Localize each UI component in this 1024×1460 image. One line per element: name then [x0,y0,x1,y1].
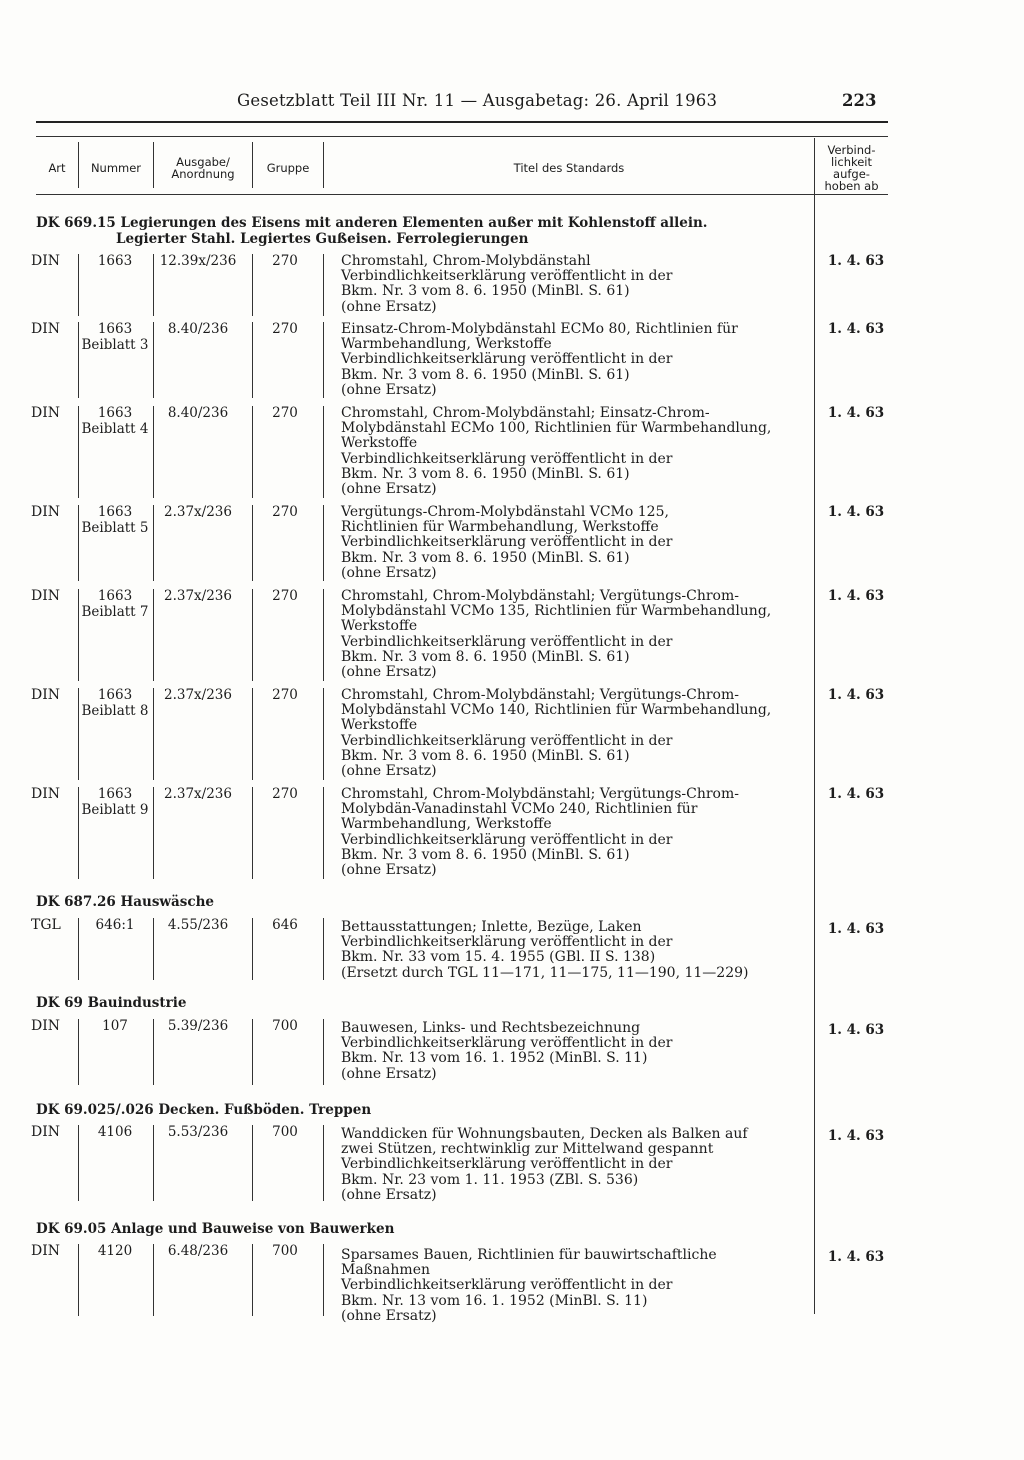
col-head-ausgabe [154,142,252,194]
entry-art: DIN [31,786,61,802]
entry-title-line: Verbindlichkeitserklärung veröffentlicht in der [341,1277,673,1294]
entry-title [341,505,811,581]
entry-gruppe: 700 [272,1243,298,1259]
entry-title-line: Vergütungs-Chrom-Molybdänstahl VCMo 125, [341,504,669,520]
entry-gruppe: 270 [272,504,298,520]
col-head-verbindlichkeit-line: hoben ab [824,179,879,193]
entry-title-line: Verbindlichkeitserklärung veröffentlicht in der [341,633,673,650]
entry-title-line: Verbindlichkeitserklärung veröffentlicht in der [341,450,673,467]
entry-nummer [78,787,152,818]
section-title [36,894,214,910]
entry-title-line: Bkm. Nr. 13 vom 16. 1. 1952 (MinBl. S. 11) [341,1050,648,1067]
entry-title-line: Bkm. Nr. 3 vom 8. 6. 1950 (MinBl. S. 61) [341,648,630,665]
section-title-line: Legierter Stahl. Legiertes Gußeisen. Ferrolegierungen [116,231,529,247]
entry-title-line: (ohne Ersatz) [341,763,437,780]
entry-gruppe: 700 [272,1018,298,1034]
entry-title [341,1021,811,1082]
column-divider [323,918,324,980]
entry-title-line: Molybdänstahl VCMo 135, Richtlinien für Warmbehandlung, [341,603,772,620]
col-head-nummer: Nummer [90,161,142,175]
entry-title-line: Verbindlichkeitserklärung veröffentlicht in der [341,534,673,551]
entry-title-line: Bkm. Nr. 3 vom 8. 6. 1950 (MinBl. S. 61) [341,465,630,482]
entry-title-line: Verbindlichkeitserklärung veröffentlicht in der [341,1156,673,1173]
entry-verbindlichkeit-date: 1. 4. 63 [827,1128,885,1144]
entry-title [341,322,811,398]
entry-title-line: (ohne Ersatz) [341,1186,437,1203]
entry-ausgabe: 2.37x/236 [164,687,232,703]
entry-nummer [78,254,152,270]
entry-title-line: Werkstoffe [341,618,418,635]
entry-art: DIN [31,253,61,269]
entry-art: TGL [31,917,61,933]
entry-nummer-line: 1663 [97,253,133,269]
entry-verbindlichkeit-date: 1. 4. 63 [827,405,885,421]
verbindlichkeit-divider [814,138,815,1314]
entry-art: DIN [31,504,61,520]
entry-nummer-line: Beiblatt 7 [81,603,149,620]
entry-title-line: Bkm. Nr. 3 vom 8. 6. 1950 (MinBl. S. 61) [341,747,630,764]
entry-title-line: Werkstoffe [341,717,418,734]
entry-title-line: Bkm. Nr. 3 vom 8. 6. 1950 (MinBl. S. 61) [341,366,630,383]
entry-nummer [78,1125,152,1141]
entry-title-line: Einsatz-Chrom-Molybdänstahl ECMo 80, Richtlinien für [341,321,738,337]
entry-art: DIN [31,687,61,703]
entry-nummer-line: Beiblatt 4 [81,420,149,437]
entry-title-line: zwei Stützen, rechtwinklig zur Mittelwand gespannt [341,1141,714,1158]
entry-nummer-line: 1663 [97,321,133,337]
column-divider [323,1244,324,1316]
entry-nummer-line: 107 [102,1018,128,1034]
entry-title [341,254,811,315]
col-head-gruppe: Gruppe [266,161,310,175]
entry-nummer-line: 1663 [97,687,133,703]
entry-title-line: (ohne Ersatz) [341,664,437,681]
entry-art: DIN [31,1018,61,1034]
entry-title-line: Chromstahl, Chrom-Molybdänstahl; Vergütungs-Chrom- [341,588,739,604]
table-top-rule [36,136,888,137]
running-head [0,91,1024,115]
entry-title-line: (ohne Ersatz) [341,298,437,315]
entry-verbindlichkeit-date: 1. 4. 63 [827,504,885,520]
entry-title-line: Chromstahl, Chrom-Molybdänstahl [341,253,591,269]
entry-title-line: Chromstahl, Chrom-Molybdänstahl; Einsatz-Chrom- [341,405,710,421]
entry-title-line: Bkm. Nr. 33 vom 15. 4. 1955 (GBl. II S. 138) [341,949,656,966]
entry-ausgabe: 2.37x/236 [164,588,232,604]
column-divider [323,406,324,498]
entry-art: DIN [31,1124,61,1140]
entry-title-line: Richtlinien für Warmbehandlung, Werkstoffe [341,519,659,536]
entry-nummer [78,589,152,620]
entry-ausgabe: 5.39/236 [167,1018,229,1034]
entry-title-line: (ohne Ersatz) [341,862,437,879]
col-head-art: Art [48,161,66,175]
entry-verbindlichkeit-date: 1. 4. 63 [827,786,885,802]
entry-gruppe: 270 [272,687,298,703]
entry-title-line: (ohne Ersatz) [341,381,437,398]
entry-title-line: Bkm. Nr. 23 vom 1. 11. 1953 (ZBl. S. 536) [341,1171,639,1188]
col-head-verbindlichkeit-line: Verbind- [827,143,876,157]
entry-nummer-line: Beiblatt 9 [81,801,149,818]
entry-ausgabe: 12.39x/236 [159,253,237,269]
entry-verbindlichkeit-date: 1. 4. 63 [827,253,885,269]
entry-title [341,406,811,497]
entry-gruppe: 646 [272,917,298,933]
entry-gruppe: 270 [272,786,298,802]
entry-title-line: Werkstoffe [341,435,418,452]
entry-verbindlichkeit-date: 1. 4. 63 [827,687,885,703]
entry-nummer-line: Beiblatt 8 [81,702,149,719]
entry-nummer-line: 1663 [97,588,133,604]
column-divider [323,254,324,316]
entry-title-line: (ohne Ersatz) [341,481,437,498]
header-bottom-rule [36,194,888,195]
entry-title-line: Verbindlichkeitserklärung veröffentlicht in der [341,1035,673,1052]
entry-verbindlichkeit-date: 1. 4. 63 [827,1249,885,1265]
entry-title-line: (Ersetzt durch TGL 11—171, 11—175, 11—190, 11—229) [341,964,749,981]
column-divider [323,589,324,681]
entry-nummer-line: Beiblatt 3 [81,336,149,353]
entry-art: DIN [31,405,61,421]
entry-gruppe: 270 [272,588,298,604]
entry-art: DIN [31,321,61,337]
section-title [36,215,708,247]
entry-title [341,1248,811,1324]
entry-title-line: Bauwesen, Links- und Rechtsbezeichnung [341,1020,641,1036]
header-rule [36,121,888,123]
entry-verbindlichkeit-date: 1. 4. 63 [827,588,885,604]
entry-title-line: (ohne Ersatz) [341,1065,437,1082]
column-divider [323,505,324,581]
entry-gruppe: 700 [272,1124,298,1140]
entry-ausgabe: 2.37x/236 [164,504,232,520]
column-divider [323,787,324,879]
entry-nummer [78,406,152,437]
column-divider [323,688,324,780]
entry-ausgabe: 6.48/236 [167,1243,229,1259]
entry-title [341,787,811,878]
col-head-ausgabe-line: Anordnung [171,167,235,181]
entry-nummer [78,1244,152,1260]
column-divider [323,1019,324,1085]
entry-ausgabe: 5.53/236 [167,1124,229,1140]
col-head-titel: Titel des Standards [513,161,625,175]
entry-title-line: Bkm. Nr. 3 vom 8. 6. 1950 (MinBl. S. 61) [341,283,630,300]
entry-title-line: Bkm. Nr. 13 vom 16. 1. 1952 (MinBl. S. 11) [341,1292,648,1309]
entry-title-line: Warmbehandlung, Werkstoffe [341,816,552,833]
entry-verbindlichkeit-date: 1. 4. 63 [827,1022,885,1038]
section-title-line: DK 69.05 Anlage und Bauweise von Bauwerken [36,1221,395,1237]
entry-nummer [78,918,152,934]
page-number: 223 [842,91,877,110]
col-head-verbindlichkeit-line: aufge- [833,167,870,181]
section-title-line: DK 669.15 Legierungen des Eisens mit anderen Elementen außer mit Kohlenstoff allein. [36,215,708,231]
entry-verbindlichkeit-date: 1. 4. 63 [827,321,885,337]
section-title-line: DK 687.26 Hauswäsche [36,894,215,910]
entry-title-line: Verbindlichkeitserklärung veröffentlicht in der [341,934,673,951]
entry-title [341,1127,811,1203]
section-title-line: DK 69 Bauindustrie [36,995,187,1011]
entry-gruppe: 270 [272,321,298,337]
entry-title-line: Verbindlichkeitserklärung veröffentlicht in der [341,351,673,368]
entry-ausgabe: 4.55/236 [167,917,229,933]
entry-title-line: Verbindlichkeitserklärung veröffentlicht in der [341,732,673,749]
entry-title-line: Warmbehandlung, Werkstoffe [341,336,552,353]
column-divider [323,322,324,398]
entry-nummer [78,1019,152,1035]
entry-title-line: (ohne Ersatz) [341,564,437,581]
section-title-line: DK 69.025/.026 Decken. Fußböden. Treppen [36,1102,372,1118]
entry-verbindlichkeit-date: 1. 4. 63 [827,921,885,937]
entry-nummer-line: 4106 [97,1124,133,1140]
entry-gruppe: 270 [272,253,298,269]
entry-title [341,920,811,981]
entry-nummer-line: 646:1 [95,917,135,933]
section-title [36,1102,371,1118]
col-head-verbindlichkeit-line: lichkeit [830,155,873,169]
entry-title-line: Wanddicken für Wohnungsbauten, Decken als Balken auf [341,1126,748,1142]
entry-title-line: (ohne Ersatz) [341,1307,437,1324]
entry-title [341,688,811,779]
entry-nummer-line: Beiblatt 5 [81,519,149,536]
entry-title-line: Molybdänstahl VCMo 140, Richtlinien für Warmbehandlung, [341,702,772,719]
entry-title-line: Verbindlichkeitserklärung veröffentlicht in der [341,831,673,848]
entry-art: DIN [31,1243,61,1259]
section-title [36,1221,394,1237]
entry-title-line: Sparsames Bauen, Richtlinien für bauwirtschaftliche [341,1247,717,1263]
entry-nummer [78,688,152,719]
entry-nummer [78,505,152,536]
entry-title-line: Bkm. Nr. 3 vom 8. 6. 1950 (MinBl. S. 61) [341,549,630,566]
entry-title-line: Molybdänstahl ECMo 100, Richtlinien für Warmbehandlung, [341,420,772,437]
col-head-verbindlichkeit [815,140,888,196]
entry-title-line: Maßnahmen [341,1262,430,1279]
entry-title-line: Bettausstattungen; Inlette, Bezüge, Laken [341,919,642,935]
entry-nummer [78,322,152,353]
entry-ausgabe: 8.40/236 [167,321,229,337]
entry-title-line: Verbindlichkeitserklärung veröffentlicht in der [341,268,673,285]
entry-nummer-line: 4120 [97,1243,133,1259]
entry-gruppe: 270 [272,405,298,421]
entry-title-line: Chromstahl, Chrom-Molybdänstahl; Vergütungs-Chrom- [341,687,739,703]
entry-title-line: Chromstahl, Chrom-Molybdänstahl; Vergütungs-Chrom- [341,786,739,802]
entry-art: DIN [31,588,61,604]
entry-title [341,589,811,680]
entry-title-line: Molybdän-Vanadinstahl VCMo 240, Richtlinien für [341,801,698,818]
entry-title-line: Bkm. Nr. 3 vom 8. 6. 1950 (MinBl. S. 61) [341,846,630,863]
entry-ausgabe: 2.37x/236 [164,786,232,802]
entry-nummer-line: 1663 [97,786,133,802]
column-divider [323,1125,324,1201]
col-head-ausgabe-line: Ausgabe/ [176,155,230,169]
entry-nummer-line: 1663 [97,504,133,520]
running-title: Gesetzblatt Teil III Nr. 11 — Ausgabetag: 26. April 1963 [237,91,718,110]
entry-nummer-line: 1663 [97,405,133,421]
section-title [36,995,186,1011]
entry-ausgabe: 8.40/236 [167,405,229,421]
